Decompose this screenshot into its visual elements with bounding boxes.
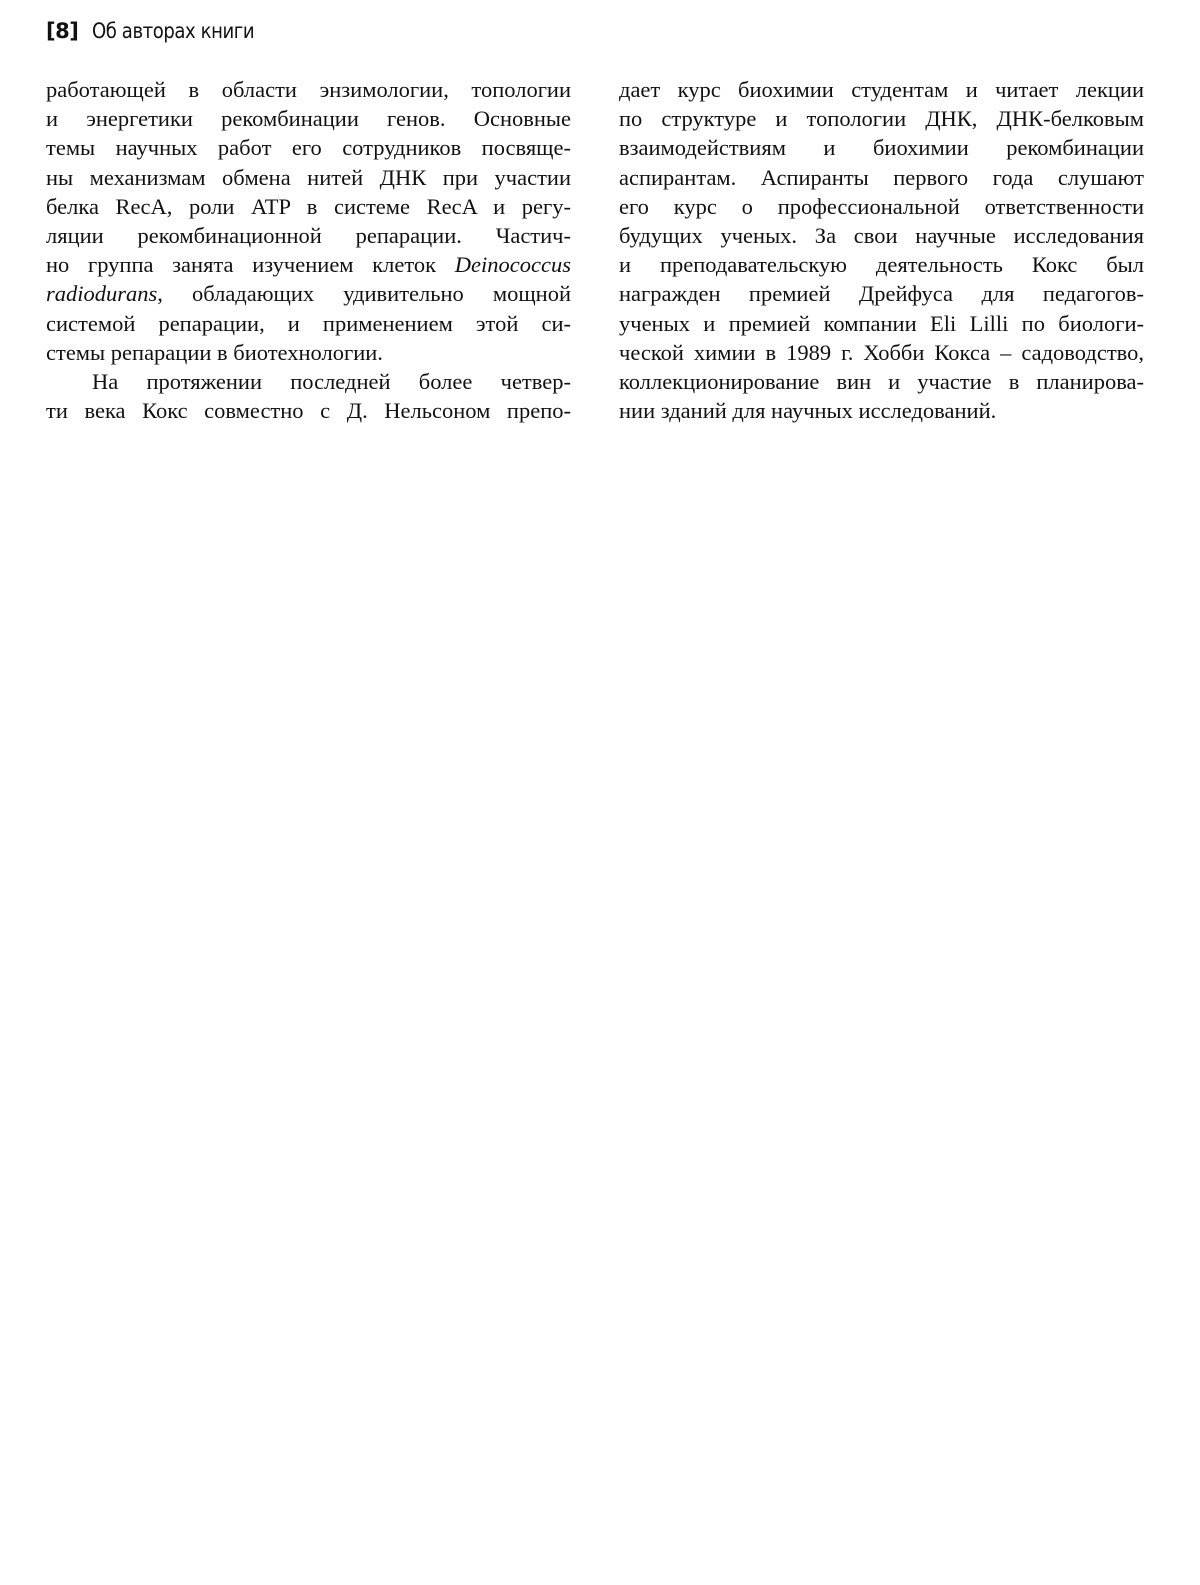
text-line: ляции рекомбинационной репарации. Частич- xyxy=(46,222,571,248)
text-line-with-italic xyxy=(46,250,571,279)
text-line: ческой химии в 1989 г. Хобби Кокса – садоводство, xyxy=(619,339,1144,365)
text-line: белка RecA, роли ATP в системе RecA и регу- xyxy=(46,193,571,219)
text-line: будущих ученых. За свои научные исследования xyxy=(619,222,1144,248)
text-line: аспирантам. Аспиранты первого года слушают xyxy=(619,164,1144,190)
text-line: нии зданий для научных исследований. xyxy=(619,398,997,424)
text-line: системой репарации, и применением этой си- xyxy=(46,310,571,336)
left-text-column xyxy=(46,75,571,425)
text-line: и преподавательскую деятельность Кокс был xyxy=(619,252,1144,278)
text-line: коллекционирование вин и участие в планирова- xyxy=(619,368,1144,394)
text-line: дает курс биохимии студентам и читает лекции xyxy=(619,77,1144,102)
text-line: ученых и премией компании Eli Lilli по биологи- xyxy=(619,310,1144,336)
text-line: работающей в области энзимологии, топологии xyxy=(46,77,571,102)
text-line-with-italic xyxy=(46,279,571,308)
running-header xyxy=(46,14,281,48)
text-line: стемы репарации в биотехнологии. xyxy=(46,339,383,365)
text-run: , обладающих удивительно мощной xyxy=(157,281,571,307)
section-title: Об авторах книги xyxy=(92,19,255,43)
text-line: его курс о профессиональной ответственности xyxy=(619,193,1144,219)
right-text-column xyxy=(619,75,1144,425)
text-run: но группа занята изучением клеток xyxy=(46,252,455,278)
text-line: ны механизмам обмена нитей ДНК при участии xyxy=(46,164,571,190)
italic-species-name: radiodurans xyxy=(46,281,158,307)
text-line: и энергетики рекомбинации генов. Основные xyxy=(46,106,571,132)
paragraph-first-line: На протяжении последней более четвер- xyxy=(92,368,571,394)
text-line: по структуре и топологии ДНК, ДНК-белковым xyxy=(619,106,1144,132)
page-number: [8] xyxy=(46,19,79,43)
italic-species-name: Deinococcus xyxy=(454,252,571,278)
text-line: темы научных работ его сотрудников посвяще- xyxy=(46,135,571,161)
text-line: награжден премией Дрейфуса для педагогов- xyxy=(619,281,1144,307)
text-line: взаимодействиям и биохимии рекомбинации xyxy=(619,135,1144,161)
text-line: ти века Кокс совместно с Д. Нельсоном препо- xyxy=(46,398,571,424)
